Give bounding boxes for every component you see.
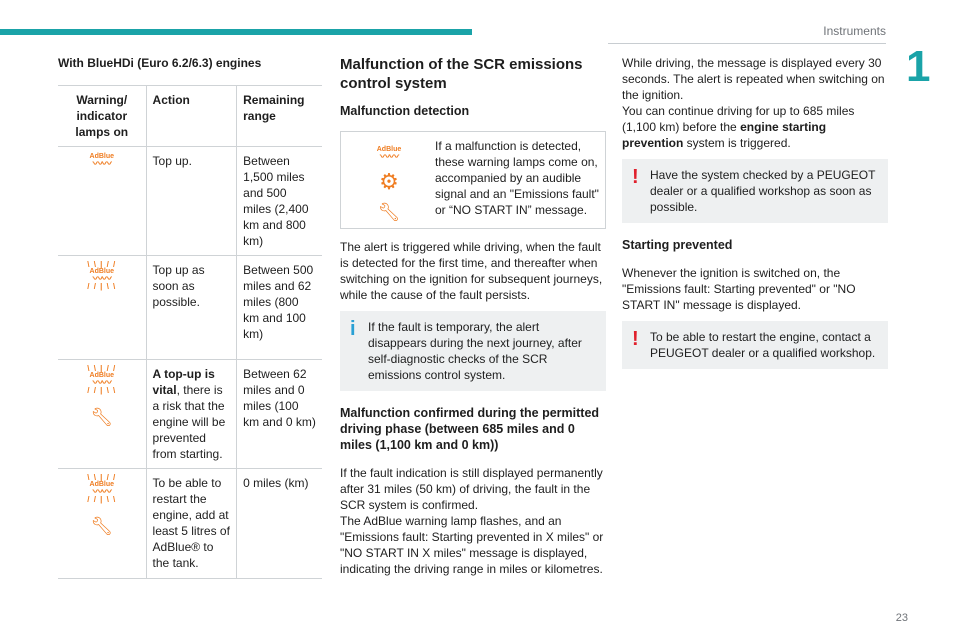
adblue-flashing-icon: \ \ | / / AdBlue 〰〰 / / | \ \ xyxy=(87,260,117,291)
adblue-icon: AdBlue 〰〰 xyxy=(89,153,115,170)
page-number: 23 xyxy=(895,612,908,624)
alert-trigger-paragraph: The alert is triggered while driving, when the fault is detected for the first time, and thereafter when switching on the ignition for subsequent journeys, while the cause of the fault persists. xyxy=(340,240,603,302)
adblue-flashes-paragraph: The AdBlue warning lamp flashes, and an "Emissions fault: Starting prevented in X miles" or "NO START IN X miles" message is displayed, indicating the driving range in miles or kilometres. xyxy=(340,514,604,576)
adblue-icon: AdBlue 〰〰 xyxy=(376,146,402,163)
adblue-flashing-icon: \ \ | / / AdBlue 〰〰 / / | \ \ xyxy=(87,364,117,395)
table-row xyxy=(58,469,322,579)
adblue-range-table xyxy=(58,85,322,579)
top-accent-bar xyxy=(0,29,472,35)
table-cell-icon xyxy=(58,147,146,256)
chapter-number: 1 xyxy=(906,42,931,91)
warning-lamps-box xyxy=(340,131,606,229)
info-note-text: If the fault is temporary, the alert disappears during the next journey, after self-diagnostic checks of the SCR emissions control system. xyxy=(368,320,582,382)
table-cell-icon xyxy=(58,469,146,579)
table-cell-action: Top up as soon as possible. xyxy=(146,256,237,360)
warning-note xyxy=(622,321,888,369)
column-middle xyxy=(340,55,606,585)
warning-note-text: To be able to restart the engine, contact a PEUGEOT dealer or a qualified workshop. xyxy=(650,330,876,360)
table-cell-range: Between 62 miles and 0 miles (100 km and 0 km) xyxy=(237,360,322,469)
starting-prevented-paragraph: Whenever the ignition is switched on, the "Emissions fault: Starting prevented" or "NO START IN" message is displayed. xyxy=(622,266,856,312)
table-row xyxy=(58,256,322,360)
wrench-icon: 🔧︎ xyxy=(377,202,401,222)
table-row xyxy=(58,360,322,469)
warning-note xyxy=(622,159,888,223)
engine-fault-icon: ⚙︎ xyxy=(379,169,399,194)
warning-icon: ! xyxy=(632,328,639,350)
table-header-action: Action xyxy=(146,86,237,147)
table-cell-range: Between 1,500 miles and 500 miles (2,400 km and 800 km) xyxy=(237,147,322,256)
message-repeat-paragraph: While driving, the message is displayed every 30 seconds. The alert is repeated when switching on the ignition. xyxy=(622,56,885,102)
table-cell-action: To be able to restart the engine, add at least 5 litres of AdBlue® to the tank. xyxy=(146,469,237,579)
starting-prevented-heading: Starting prevented xyxy=(622,238,733,252)
wrench-icon: 🔧︎ xyxy=(90,407,114,427)
table-cell-action: Top up. xyxy=(146,147,237,256)
table-cell-range: Between 500 miles and 62 miles (800 km and 100 km) xyxy=(237,256,322,360)
fault-confirmed-paragraph: If the fault indication is still displayed permanently after 31 miles (50 km) of driving, the fault in the SCR system is confirmed. xyxy=(340,466,603,512)
continue-driving-paragraph: You can continue driving for up to 685 miles (1,100 km) before the engine starting prevention system is triggered. xyxy=(622,104,855,150)
table-header-range: Remaining range xyxy=(237,86,322,147)
column-left xyxy=(58,55,324,579)
table-cell-range: 0 miles (km) xyxy=(237,469,322,579)
table-row xyxy=(58,147,322,256)
malfunction-confirmed-heading: Malfunction confirmed during the permitted driving phase (between 685 miles and 0 miles (1,100 km and 0 km)) xyxy=(340,406,600,452)
column-right xyxy=(622,55,888,383)
table-cell-icon xyxy=(58,360,146,469)
warning-note-text: Have the system checked by a PEUGEOT dealer or a qualified workshop as soon as possible. xyxy=(650,168,876,214)
table-cell-action: A top-up is vital, there is a risk that the engine will be prevented from starting. xyxy=(146,360,237,469)
scr-malfunction-title: Malfunction of the SCR emissions control system xyxy=(340,56,583,92)
table-header-lamps: Warning/ indicator lamps on xyxy=(58,86,146,147)
wrench-icon: 🔧︎ xyxy=(90,516,114,536)
table-header-row xyxy=(58,86,322,147)
malfunction-detection-heading: Malfunction detection xyxy=(340,104,470,118)
header-divider xyxy=(608,43,886,44)
engine-heading: With BlueHDi (Euro 6.2/6.3) engines xyxy=(58,56,262,70)
warning-lamps-text: If a malfunction is detected, these warning lamps come on, accompanied by an audible signal and an "Emissions fault" or “NO START IN” message. xyxy=(435,139,599,217)
info-icon: i xyxy=(350,318,356,340)
warning-lamp-icons xyxy=(347,138,431,222)
adblue-flashing-icon: \ \ | / / AdBlue 〰〰 / / | \ \ xyxy=(87,473,117,504)
section-title: Instruments xyxy=(823,24,886,38)
table-cell-icon xyxy=(58,256,146,360)
info-note xyxy=(340,311,606,391)
warning-icon: ! xyxy=(632,166,639,188)
